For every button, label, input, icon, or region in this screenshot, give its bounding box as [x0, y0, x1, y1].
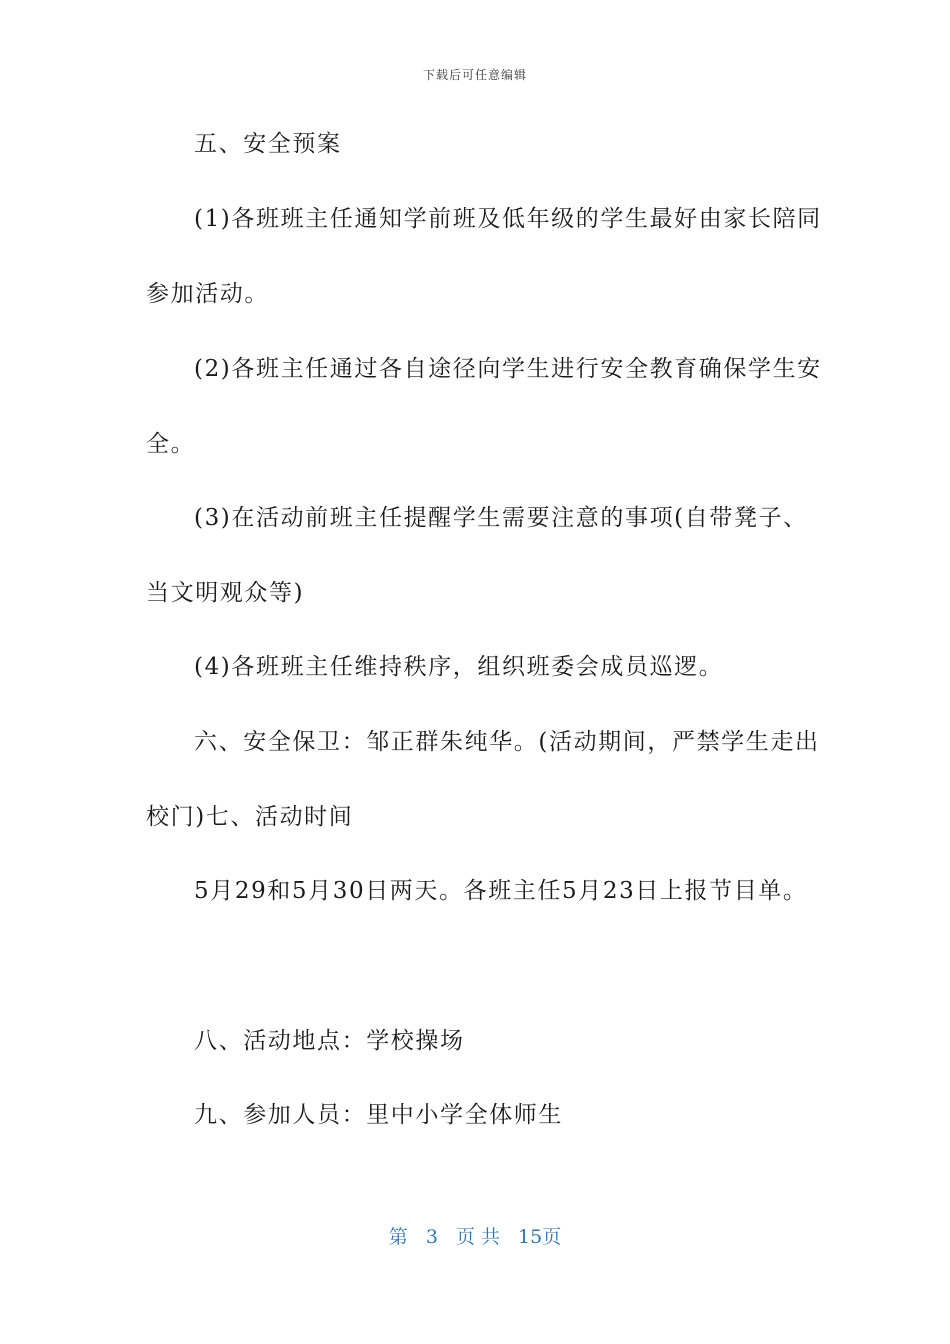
footer-middle: 页 共 [455, 1226, 500, 1248]
paragraph-line: (3)在活动前班主任提醒学生需要注意的事项(自带凳子、 [194, 505, 808, 531]
paragraph-line: (4)各班班主任维持秩序，组织班委会成员巡逻。 [194, 654, 724, 680]
footer-prefix: 第 [388, 1226, 408, 1248]
paragraph-line: 参加活动。 [146, 281, 269, 307]
footer-suffix: 页 [542, 1226, 562, 1248]
section-heading-security: 六、安全保卫：邹正群朱纯华。(活动期间，严禁学生走出 [194, 729, 820, 755]
page-number-footer [0, 1222, 950, 1249]
section-heading-participants: 九、参加人员：里中小学全体师生 [194, 1102, 563, 1128]
paragraph-line: 当文明观众等) [146, 580, 305, 606]
total-page-count: 15 [518, 1226, 543, 1248]
paragraph-line: 全。 [146, 431, 196, 457]
paragraph-line: (1)各班班主任通知学前班及低年级的学生最好由家长陪同 [194, 206, 822, 232]
header-note: 下载后可任意编辑 [422, 68, 527, 82]
paragraph-line: 校门)七、活动时间 [146, 804, 354, 830]
section-heading-location: 八、活动地点：学校操场 [194, 1028, 465, 1054]
section-heading-safety-plan: 五、安全预案 [194, 131, 342, 157]
paragraph-line: 5月29和5月30日两天。各班主任5月23日上报节目单。 [194, 878, 808, 904]
paragraph-line: (2)各班主任通过各自途径向学生进行安全教育确保学生安 [194, 356, 822, 382]
current-page-number: 3 [425, 1226, 438, 1248]
